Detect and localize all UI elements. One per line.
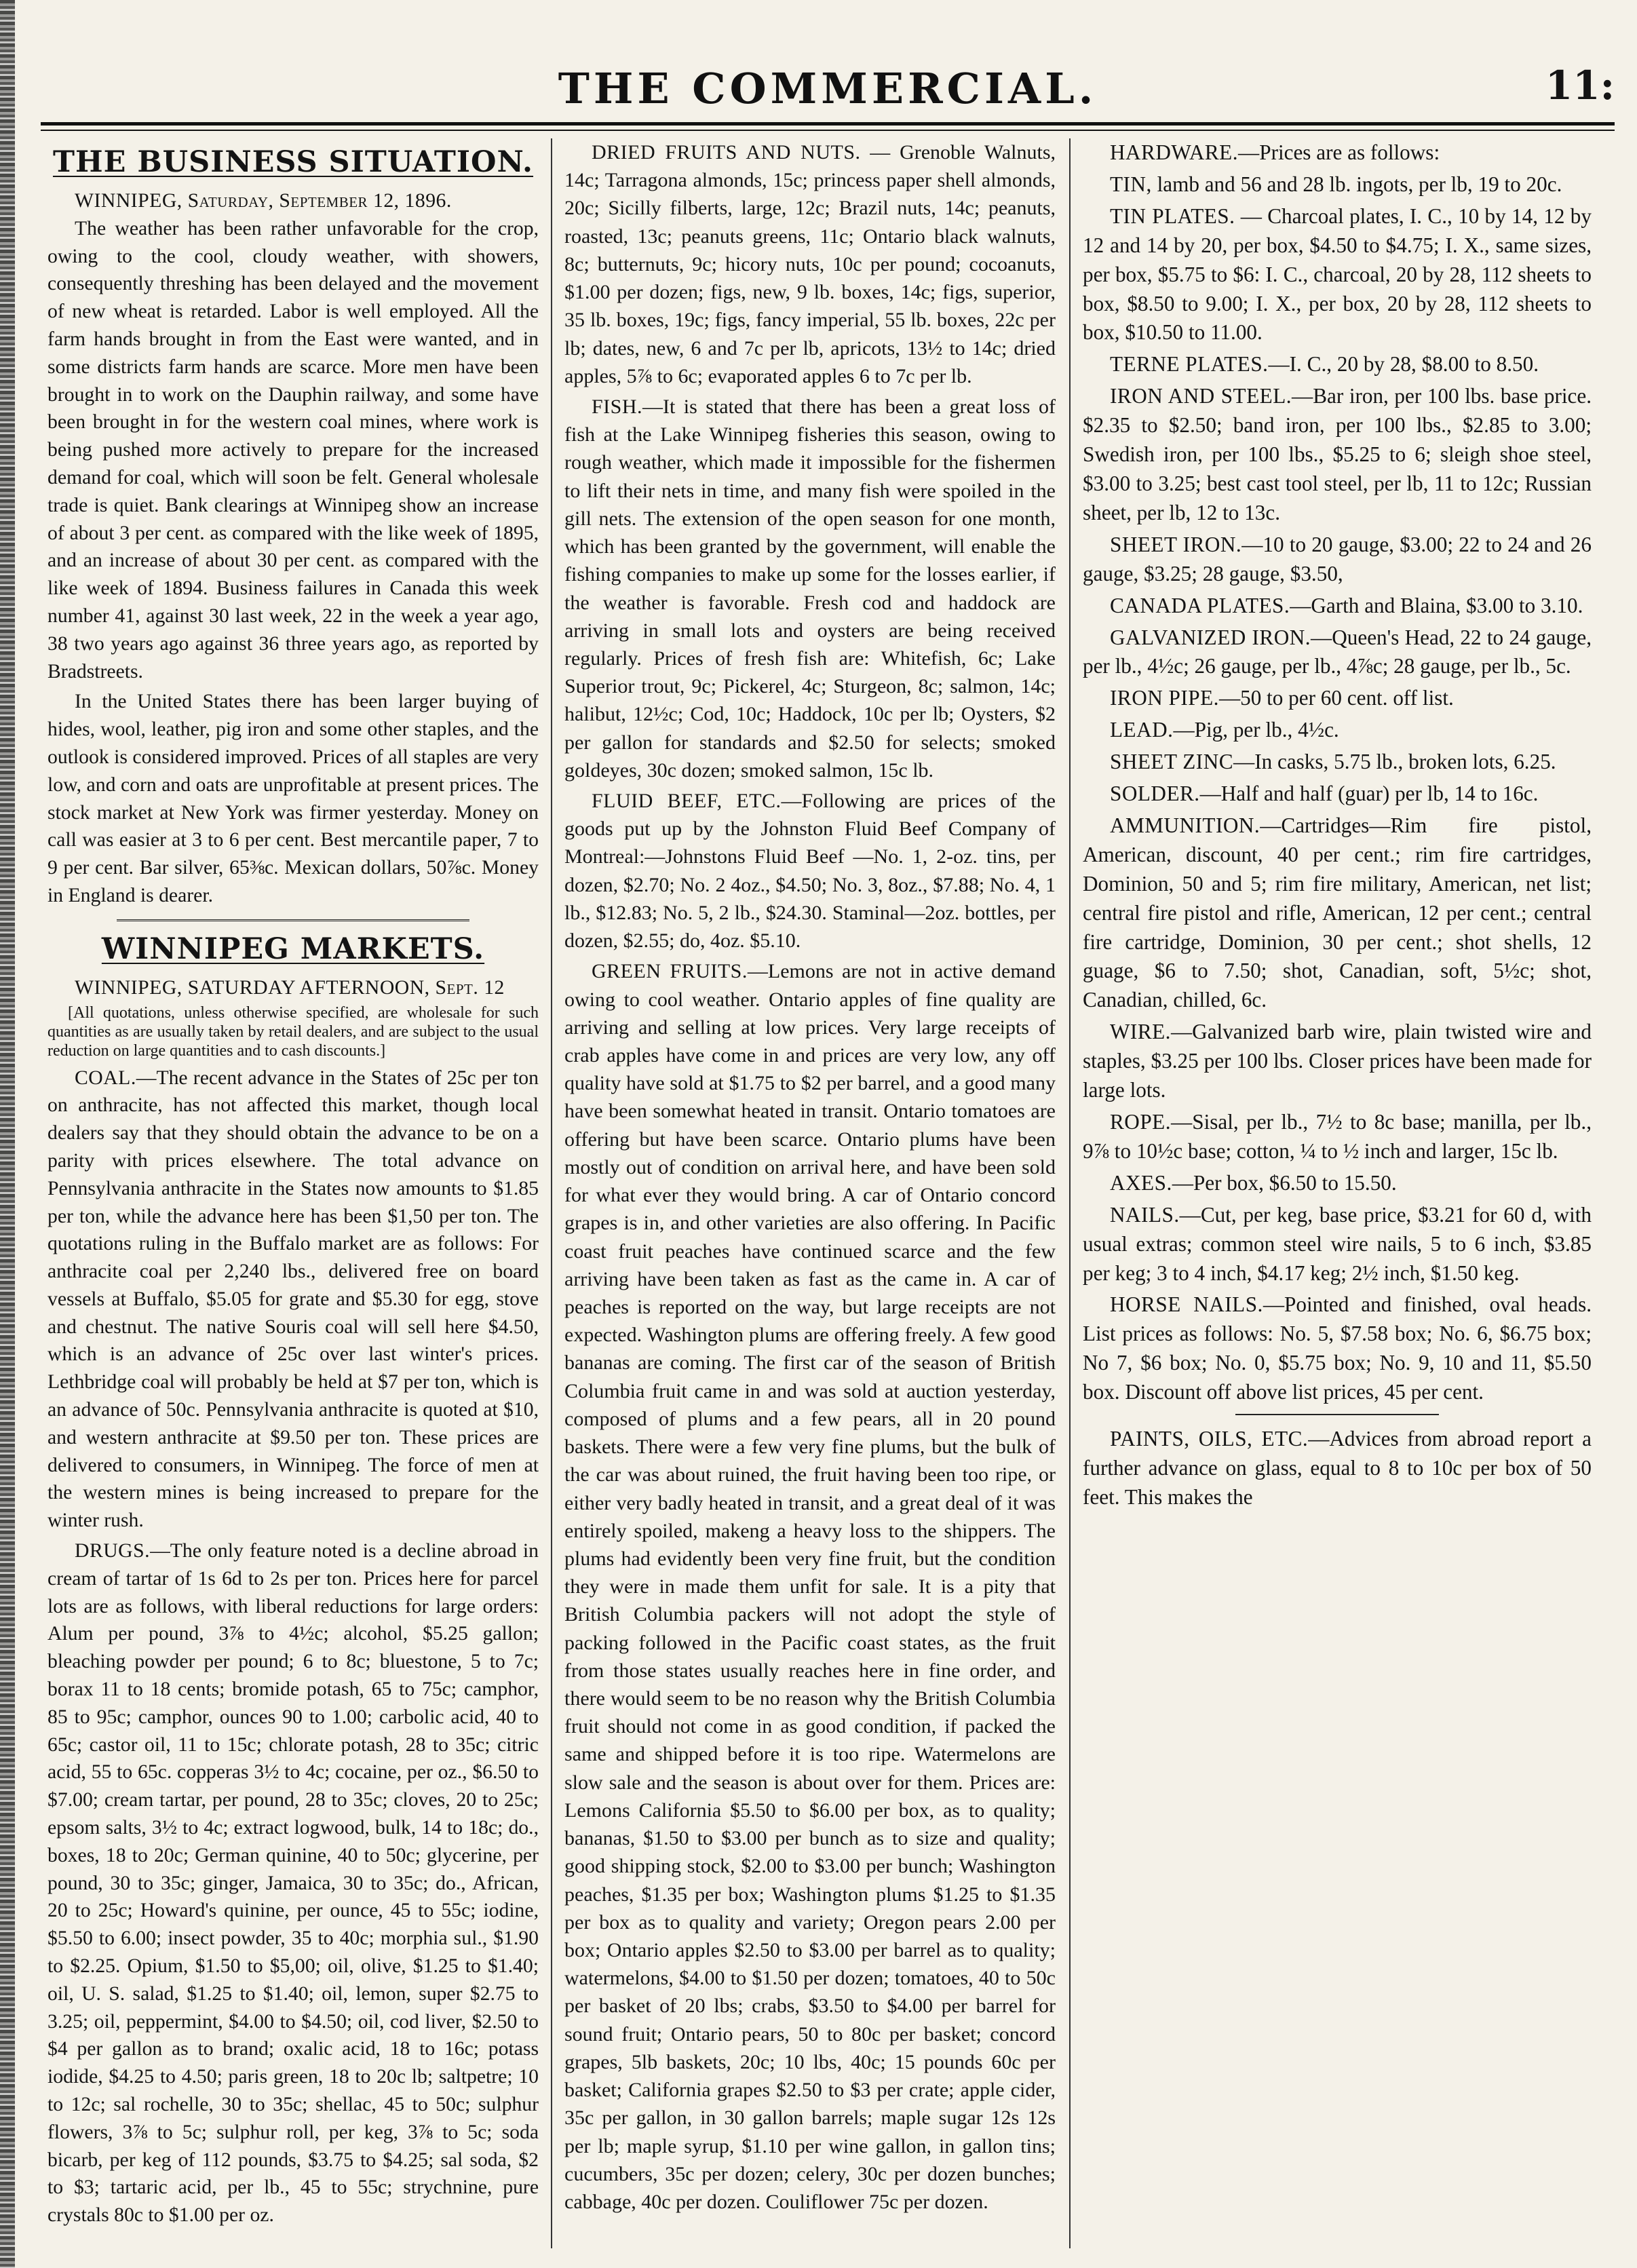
item-text: —Advices from abroad report a further advance on glass, equal to 8 to 10c per box of 50 feet. This makes the <box>1083 1427 1592 1509</box>
item-text: —Pointed and finished, oval heads. List prices as follows: No. 5, $7.58 box; No. 6, $6.75 box; No 7, $6 box; No. 0, $5.75 box; No. 9, 10 and 11, $5.50 box. Discount off above list prices, 45 per cent. <box>1083 1292 1592 1404</box>
column-1 <box>47 138 539 2248</box>
dateline <box>47 974 539 1002</box>
dateline-text: WINNIPEG, SATURDAY AFTERNOON, Sept. 12 <box>75 976 505 999</box>
item-text: —Bar iron, per 100 lbs. base price. $2.35 to $2.50; band iron, per 100 lbs., $2.85 to 3.00; Swedish iron, per 100 lbs., $5.25 to 6; sleigh shoe steel, $3.00 to 3.25; best cast tool steel, per lb, 11 to 12c; Russian sheet, per lb, 12 to 13c. <box>1083 384 1592 524</box>
hardware-item <box>1083 592 1592 621</box>
hardware-item <box>1083 531 1592 589</box>
item-lead: AMMUNITION. <box>1110 813 1260 837</box>
item-text: —Sisal, per lb., 7½ to 8c base; manilla, per lb., 9⅞ to 10½c base; cotton, ¼ to ½ inch and larger, 15c lb. <box>1083 1110 1592 1163</box>
column-3 <box>1083 138 1592 2248</box>
dateline-text: WINNIPEG, Saturday, September 12, 1896. <box>75 190 452 212</box>
article-heading: THE BUSINESS SITUATION. <box>52 145 534 179</box>
item-lead: IRON PIPE. <box>1110 686 1219 710</box>
masthead <box>41 58 1615 119</box>
item-lead: SOLDER. <box>1110 782 1200 806</box>
section-separator <box>1235 1414 1439 1415</box>
market-item-green-fruits <box>564 957 1056 2216</box>
item-lead: TIN, <box>1110 172 1152 196</box>
hardware-item <box>1083 350 1592 379</box>
hardware-item <box>1083 684 1592 713</box>
item-text: lamb and 56 and 28 lb. ingots, per lb, 19 to 20c. <box>1151 172 1562 196</box>
quotation-note: [All quotations, unless otherwise specified, are wholesale for such quantities as are usually taken by retail dealers, and are subject to the usual reduction on large quantities and to cash discounts.] <box>47 1003 539 1060</box>
market-item-hardware <box>1083 138 1592 168</box>
hardware-item <box>1083 623 1592 682</box>
hardware-item <box>1083 1018 1592 1105</box>
item-text: —Half and half (guar) per lb, 14 to 16c. <box>1199 782 1539 806</box>
section-heading: WINNIPEG MARKETS. <box>101 931 485 966</box>
item-text: —10 to 20 gauge, $3.00; 22 to 24 and 26 gauge, $3.25; 28 gauge, $3.50, <box>1083 532 1592 585</box>
market-item-fish <box>564 393 1056 784</box>
hardware-item <box>1083 780 1592 809</box>
column-divider <box>551 138 552 2248</box>
column-divider <box>1069 138 1071 2248</box>
item-text: —The recent advance in the States of 25c per ton on anthracite, has not affected this market, though local dealers say that they should obtain the advance to be on a parity with prices elsewhere. The total advance on Pennsylvania anthracite in the States now amounts to $1.85 per ton, while the advance here has been $1,50 per ton. The quotations ruling in the Buffalo market are as follows: For anthracite coal per 2,240 lbs., delivered free on board vessels at Buffalo, $5.05 for grate and $5.30 for egg, stove and chestnut. The native Souris coal will sell here $4.50, which is an advance of 25c over last winter's prices. Lethbridge coal will probably be held at $7 per ton, which is an advance of 50c. Pennsylvania anthracite is quoted at $10, and western anthracite at $9.50 per ton. These prices are delivered to consumers, in Winnipeg. The force of men at the western mines is being increased to prepare for the winter rush. <box>47 1066 539 1532</box>
item-lead: ROPE. <box>1110 1110 1172 1134</box>
item-lead: FLUID BEEF, ETC. <box>592 790 782 813</box>
item-text: —It is stated that there has been a great loss of fish at the Lake Winnipeg fisheries this season, owing to rough weather, which made it impossible for the fishermen to lift their nets in time, and many fish were spoiled in the gill nets. The extension of the open season for one month, which has been granted by the government, will enable the fishing companies to make up some for the losses earlier, if the weather is favorable. Fresh cod and haddock are arriving in small lots and oysters are being received regularly. Prices of fresh fish are: Whitefish, 6c; Lake Superior trout, 9c; Pickerel, 4c; Sturgeon, 8c; salmon, 14c; halibut, 12½c; Cod, 10c; Haddock, 10c per lb; Oysters, $2 per gallon for standards and $2.50 for selects; smoked goldeyes, 30c dozen; smoked salmon, 15c lb. <box>564 395 1056 782</box>
item-text: —Galvanized barb wire, plain twisted wire and staples, $3.25 per 100 lbs. Closer prices have been made for large lots. <box>1083 1020 1592 1102</box>
dateline <box>47 187 539 215</box>
hardware-item <box>1083 170 1592 199</box>
item-text: — Grenoble Walnuts, 14c; Tarragona almonds, 15c; princess paper shell almonds, 20c; Sicilly filberts, large, 12c; Brazil nuts, 14c; peanuts, roasted, 13c; peanuts greens, 11c; Ontario black walnuts, 8c; butternuts, 9c; hicory nuts, 10c per pound; cocoanuts, $1.00 per dozen; figs, new, 9 lb. boxes, 14c; figs, superior, 35 lb. boxes, 19c; figs, fancy imperial, 55 lb. boxes, 22c per lb; dates, new, 6 and 7c per lb, apricots, 13½ to 14c; dried apples, 5⅞ to 6c; evaporated apples 6 to 7c per lb. <box>564 141 1056 387</box>
masthead-title: THE COMMERCIAL. <box>558 64 1098 113</box>
hardware-item <box>1083 1290 1592 1407</box>
item-lead: PAINTS, OILS, ETC. <box>1110 1427 1309 1451</box>
item-lead: DRIED FRUITS AND NUTS. <box>592 141 861 164</box>
hardware-item <box>1083 382 1592 528</box>
item-text: —In casks, 5.75 lb., broken lots, 6.25. <box>1233 750 1556 774</box>
market-item-fluid-beef <box>564 787 1056 955</box>
item-text: —I. C., 20 by 28, $8.00 to 8.50. <box>1268 352 1539 377</box>
item-lead: WIRE. <box>1110 1020 1171 1044</box>
item-lead: DRUGS. <box>75 1540 151 1562</box>
hardware-item <box>1083 1169 1592 1198</box>
page-edge-binding <box>0 0 15 2268</box>
item-lead: TERNE PLATES. <box>1110 352 1269 377</box>
page-number: 11: <box>1545 62 1615 109</box>
item-text: —Lemons are not in active demand owing to cool weather. Ontario apples of fine quality are arriving and selling at low prices. Very large receipts of crab apples have come in and prices are very low, any off quality have sold at $1.75 to $2 per barrel, and a good many have been somewhat heated in transit. Ontario tomatoes are offering but have been scarce. Ontario plums have been mostly out of condition on arrival here, and have been sold for what ever they would bring. A car of Ontario concord grapes is in, and other varieties are also offering. In Pacific coast fruit peaches have continued scarce and the few arriving have been taken as fast as the came in. A car of peaches is reported on the way, but large receipts are not expected. Washington plums are offering freely. A few good bananas are coming. The first car of the season of British Columbia fruit came in and was sold at auction yesterday, composed of plums and a few pears, all in 20 pound baskets. There were a few very fine plums, but the bulk of the car was about ruined, the fruit having been too ripe, or either very badly heated in transit, and a great deal of it was entirely spoiled, makeng a heavy loss to the shippers. The plums had evidently been very fine fruit, but the condition they were in made them unfit for sale. It is a pity that British Columbia packers will not adopt the style of packing followed in the Pacific coast states, as the fruit from those states usually reaches here in fine order, and there would seem to be no reason why the British Columbia fruit should not come in as good condition, if packed the same and shipped before it is too ripe. Watermelons are slow sale and the season is about over for them. Prices are: Lemons California $5.50 to $6.00 per box, as to quality; bananas, $1.50 to $3.00 per bunch as to size and quality; good shipping stock, $2.00 to $3.00 per bunch; Washington peaches, $1.35 per box; Washington plums $1.25 to $1.35 per box as to quality and variety; Oregon pears 2.00 per box; Ontario apples $2.50 to $3.00 per barrel as to quality; watermelons, $4.00 to $1.50 per dozen; tomatoes, 40 to 50c per basket of 20 lbs; crabs, $3.50 to $4.00 per barrel for sound fruit; Ontario pears, 50 to 80c per basket; concord grapes, 5lb baskets, 20c; 10 lbs, 40c; 15 pounds 60c per basket; California grapes $2.50 to $3 per crate; apple cider, 35c per gallon, in 30 gallon barrels; maple sugar 12s 12s per lb; maple syrup, $1.10 per wine gallon, in gallon tins; cucumbers, 35c per dozen; celery, 30c per dozen bunches; cabbage, 40c per dozen. Couliflower 75c per dozen. <box>564 960 1056 2213</box>
market-item-dried-fruits <box>564 138 1056 390</box>
item-text: —Queen's Head, 22 to 24 gauge, per lb., 4½c; 26 gauge, per lb., 4⅞c; 28 gauge, per lb., 5c. <box>1083 625 1592 678</box>
masthead-rule-thin <box>41 130 1615 131</box>
item-lead: FISH. <box>592 395 643 418</box>
item-lead: SHEET IRON. <box>1110 532 1242 556</box>
item-lead: AXES. <box>1110 1170 1172 1195</box>
hardware-item <box>1083 811 1592 1015</box>
item-text: —Cartridges—Rim fire pistol, American, discount, 40 per cent.; rim fire cartridges, Dominion, 50 and 5; rim fire military, American, net list; central fire pistol and rifle, American, 12 per cent.; central fire cartridge, Dominion, 30 per cent.; shot shells, 12 guage, $6 to 7.50; shot, Canadian, soft, 5½c; shot, Canadian, chilled, 6c. <box>1083 813 1592 1012</box>
column-2 <box>564 138 1056 2248</box>
item-lead: NAILS. <box>1110 1202 1180 1227</box>
hardware-item <box>1083 748 1592 777</box>
item-text: —Prices are as follows: <box>1238 140 1440 164</box>
item-text: — Charcoal plates, I. C., 10 by 14, 12 by 12 and 14 by 20, per box, $4.50 to $4.75; I. X., same sizes, per box, $5.75 to $6: I. C., charcoal, 20 by 28, 112 sheets to box, $8.50 to 9.00; I. X., per box, 20 by 28, 112 sheets to box, $10.50 to 11.00. <box>1083 204 1592 345</box>
item-lead: HARDWARE. <box>1110 140 1239 164</box>
item-text: —Garth and Blaina, $3.00 to 3.10. <box>1290 593 1583 617</box>
item-text: —Following are prices of the goods put up by the Johnston Fluid Beef Company of Montreal:—Johnstons Fluid Beef —No. 1, 2-oz. tins, per dozen, $2.70; No. 2 4oz., $4.50; No. 3, 8oz., $7.88; No. 4, 1 lb., $12.83; No. 5, 2 lb., $24.30. Staminal—2oz. bottles, per dozen, $2.55; do, 4oz. $5.10. <box>564 790 1056 953</box>
item-lead: TIN PLATES. <box>1110 204 1235 228</box>
section-separator <box>117 919 469 921</box>
hardware-item <box>1083 202 1592 348</box>
item-lead: IRON AND STEEL. <box>1110 384 1292 408</box>
item-lead: GALVANIZED IRON. <box>1110 625 1311 649</box>
item-lead: SHEET ZINC <box>1110 750 1234 774</box>
market-item-paints <box>1083 1425 1592 1512</box>
item-text: —The only feature noted is a decline abroad in cream of tartar of 1s 6d to 2s per ton. Prices here for parcel lots are as follows, with liberal reductions for large orders: Alum per pound, 3⅞ to 4½c; alcohol, $5.25 gallon; bleaching powder per pound; 6 to 8c; bluestone, 5 to 7c; borax 11 to 18 cents; bromide potash, 65 to 75c; camphor, 85 to 95c; camphor, ounces 90 to 1.00; carbolic acid, 40 to 65c; castor oil, 11 to 15c; chlorate potash, 28 to 35c; citric acid, 55 to 65c. copperas 3½ to 4c; cocaine, per oz., $6.50 to $7.00; cream tartar, per pound, 28 to 35c; cloves, 20 to 25c; epsom salts, 3½ to 4c; extract logwood, bulk, 14 to 18c; do., boxes, 18 to 20c; German quinine, 40 to 50c; glycerine, per pound, 30 to 35c; ginger, Jamaica, 30 to 35c; do., African, 20 to 25c; Howard's quinine, per ounce, 45 to 55c; iodine, $5.50 to 6.00; insect powder, 35 to 40c; morphia sul., $1.90 to $2.25. Opium, $1.50 to $5,00; oil, olive, $1.25 to $1.40; oil, U. S. salad, $1.25 to $1.40; oil, lemon, super $2.75 to 3.25; oil, peppermint, $4.00 to $4.50; oil, cod liver, $2.50 to $4 per gallon as to brand; oxalic acid, 18 to 16c; potass iodide, $4.25 to 4.50; paris green, 18 to 20c lb; saltpetre; 10 to 12c; sal rochelle, 30 to 35c; shellac, 45 to 50c; sulphur flowers, 3⅞ to 5c; sulphur roll, per keg, 3⅞ to 5c; soda bicarb, per keg of 112 pounds, $3.75 to $4.25; sal soda, $2 to $3; tartaric acid, per lb., 45 to 55c; strychnine, pure crystals 80c to $1.00 per oz. <box>47 1540 539 2227</box>
article-paragraph: In the United States there has been larger buying of hides, wool, leather, pig iron and some other staples, and the outlook is considered improved. Prices of all staples are very low, and corn and oats are unprofitable at present prices. The stock market at New York was firmer yesterday. Money on call was easier at 3 to 6 per cent. Best mercantile paper, 7 to 9 per cent. Bar silver, 65⅜c. Mexican dollars, 50⅞c. Money in England is dearer. <box>47 691 539 906</box>
item-text: —Per box, $6.50 to 15.50. <box>1172 1170 1397 1195</box>
item-text: —50 to per 60 cent. off list. <box>1218 686 1454 710</box>
item-text: —Cut, per keg, base price, $3.21 for 60 d, with usual extras; common steel wire nails, 5 to 6 inch, $3.85 per keg; 3 to 4 inch, $4.17 keg; 2½ inch, $1.50 keg. <box>1083 1202 1592 1285</box>
market-item-coal <box>47 1064 539 1535</box>
item-lead: HORSE NAILS. <box>1110 1292 1263 1317</box>
hardware-item <box>1083 1108 1592 1166</box>
item-lead: CANADA PLATES. <box>1110 593 1290 617</box>
item-lead: LEAD. <box>1110 718 1174 742</box>
hardware-item <box>1083 716 1592 745</box>
item-lead: GREEN FRUITS. <box>592 960 748 983</box>
hardware-item <box>1083 1201 1592 1288</box>
item-text: —Pig, per lb., 4½c. <box>1173 718 1339 742</box>
masthead-rule <box>41 122 1615 126</box>
article-paragraph: The weather has been rather unfavorable for the crop, owing to the cool, cloudy weather, with showers, consequently threshing has been delayed and the movement of new wheat is retarded. Labor is well employed. All the farm hands brought in from the East were wanted, and in some districts farm hands are scarce. More men have been brought in to work on the Dauphin railway, and some have been brought in for the western coal mines, where work is being pushed more actively to prepare for the increased demand for coal, which will soon be felt. General wholesale trade is quiet. Bank clearings at Winnipeg show an increase of about 3 per cent. as compared with the like week of 1895, and an increase of about 30 per cent. as compared with the like week of 1894. Business failures in Canada this week number 41, against 30 last week, 22 in the week a year ago, 38 two years ago against 36 three years ago, as reported by Bradstreets. <box>47 217 539 683</box>
market-item-drugs <box>47 1537 539 2229</box>
item-lead: COAL. <box>75 1066 136 1089</box>
hardware-items <box>1083 170 1592 1407</box>
